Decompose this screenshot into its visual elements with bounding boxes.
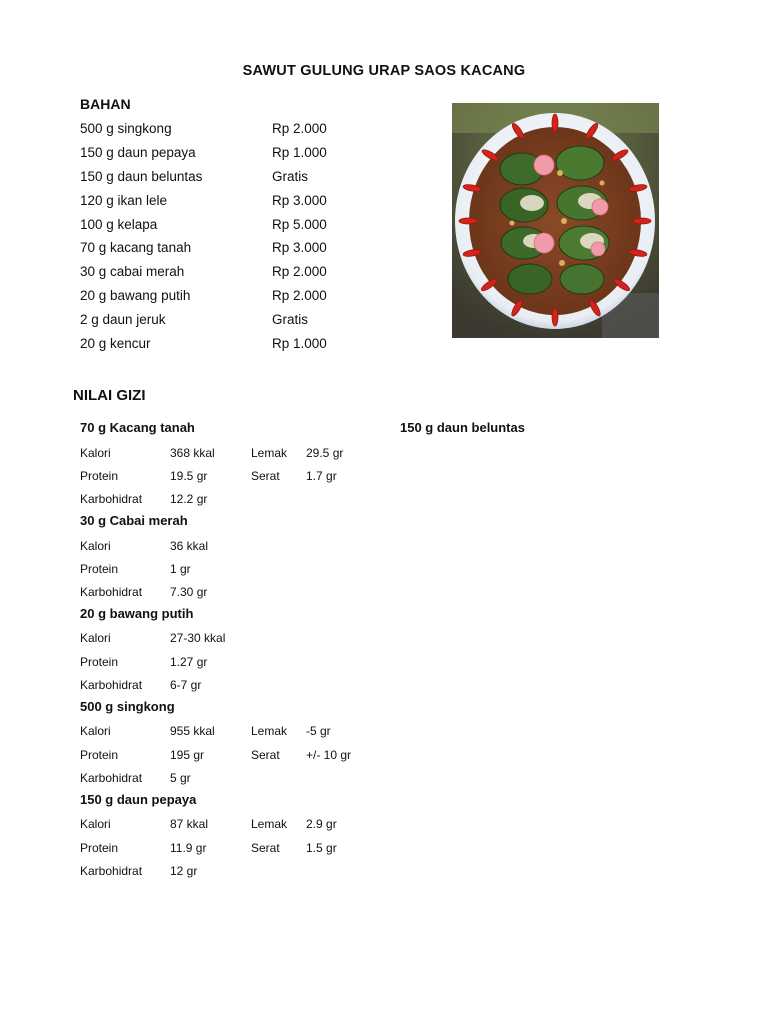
nutrient-value-2: -5 gr — [306, 724, 331, 739]
list-item — [80, 212, 410, 236]
ingredient-name: 20 g kencur — [80, 335, 151, 351]
nutrient-label: Kalori — [80, 817, 111, 832]
nutrition-row — [80, 488, 400, 511]
list-item — [80, 260, 410, 284]
list-item — [80, 165, 410, 189]
nutrition-row — [80, 580, 400, 603]
nutrient-label-2: Lemak — [251, 445, 288, 460]
ingredient-price: Rp 3.000 — [272, 192, 327, 208]
nutrient-label: Protein — [80, 840, 119, 855]
nutrition-row — [80, 673, 400, 696]
ingredient-name: 100 g kelapa — [80, 216, 158, 232]
ingredient-price: Rp 1.000 — [272, 145, 327, 161]
ingredient-price: Rp 2.000 — [272, 121, 327, 137]
ingredients-list — [80, 117, 410, 355]
nutrition-row — [80, 557, 400, 580]
ingredient-name: 150 g daun pepaya — [80, 145, 196, 161]
nutrition-group-title: 500 g singkong — [80, 698, 175, 714]
ingredient-name: 70 g kacang tanah — [80, 240, 192, 256]
nutrition-row — [80, 859, 400, 882]
ingredient-name: 120 g ikan lele — [80, 192, 168, 208]
ingredient-price: Gratis — [272, 311, 309, 327]
nutrient-value-2: 2.9 gr — [306, 817, 337, 832]
nutrient-label: Karbohidrat — [80, 770, 143, 785]
recipe-title: SAWUT GULUNG URAP SAOS KACANG — [242, 63, 526, 79]
nutrient-label: Karbohidrat — [80, 863, 143, 878]
list-item — [80, 117, 410, 141]
nutrient-value: 36 kkal — [170, 538, 209, 553]
nutrient-value-2: 1.7 gr — [306, 468, 337, 483]
nutrition-row — [80, 766, 400, 789]
nutrient-value-2: +/- 10 gr — [306, 747, 352, 762]
nutrition-row — [80, 534, 400, 557]
nutrition-row — [80, 813, 400, 836]
nutrient-value-2: 1.5 gr — [306, 840, 337, 855]
list-item — [80, 236, 410, 260]
nutrient-label: Karbohidrat — [80, 492, 143, 507]
nutrition-group-title: 150 g daun beluntas — [400, 420, 525, 435]
ingredient-price: Rp 2.000 — [272, 287, 327, 303]
nutrient-value-2: 29.5 gr — [306, 445, 344, 460]
nutrition-heading: NILAI GIZI — [73, 387, 146, 404]
nutrient-label: Protein — [80, 654, 119, 669]
nutrition-group-title: 70 g Kacang tanah — [80, 420, 195, 435]
nutrition-group-title: 20 g bawang putih — [80, 605, 194, 621]
nutrient-value: 87 kkal — [170, 817, 209, 832]
list-item — [80, 307, 410, 331]
dish-photo — [452, 103, 659, 338]
nutrient-value: 1 gr — [170, 561, 191, 576]
nutrient-value: 7.30 gr — [170, 585, 208, 600]
ingredient-name: 20 g bawang putih — [80, 287, 191, 303]
ingredient-name: 2 g daun jeruk — [80, 311, 166, 327]
nutrition-row — [80, 627, 400, 650]
nutrient-value: 12 gr — [170, 863, 198, 878]
list-item — [80, 331, 410, 355]
nutrition-row — [80, 836, 400, 859]
ingredient-price: Rp 3.000 — [272, 240, 327, 256]
nutrient-value: 27-30 kkal — [170, 631, 226, 646]
nutrition-group-title: 30 g Cabai merah — [80, 512, 188, 528]
ingredient-price: Gratis — [272, 168, 309, 184]
nutrition-group — [80, 418, 400, 511]
nutrient-label-2: Serat — [251, 468, 280, 483]
nutrient-label: Karbohidrat — [80, 585, 143, 600]
nutrition-row — [80, 743, 400, 766]
nutrition-row — [80, 441, 400, 464]
ingredient-name: 500 g singkong — [80, 121, 172, 137]
ingredients-heading: BAHAN — [80, 96, 131, 112]
nutrition-group — [80, 511, 400, 604]
nutrition-left-column — [80, 418, 400, 882]
nutrient-label-2: Serat — [251, 747, 280, 762]
nutrient-value: 955 kkal — [170, 724, 215, 739]
nutrition-group — [80, 697, 400, 790]
nutrient-value: 368 kkal — [170, 445, 215, 460]
nutrient-value: 195 gr — [170, 747, 205, 762]
nutrient-label: Protein — [80, 468, 119, 483]
list-item — [80, 188, 410, 212]
nutrition-group — [80, 604, 400, 697]
ingredient-price: Rp 5.000 — [272, 216, 327, 232]
nutrient-value: 5 gr — [170, 770, 191, 785]
nutrient-label: Kalori — [80, 724, 111, 739]
nutrition-group-title: 150 g daun pepaya — [80, 791, 197, 807]
nutrition-row — [80, 650, 400, 673]
ingredient-name: 150 g daun beluntas — [80, 168, 203, 184]
nutrient-label-2: Lemak — [251, 817, 288, 832]
nutrient-label-2: Serat — [251, 840, 280, 855]
nutrient-label: Karbohidrat — [80, 678, 143, 693]
nutrient-value: 19.5 gr — [170, 468, 208, 483]
nutrition-row — [80, 720, 400, 743]
nutrition-group — [80, 790, 400, 883]
nutrition-row — [80, 464, 400, 487]
nutrition-right-column — [400, 418, 700, 441]
nutrient-label-2: Lemak — [251, 724, 288, 739]
nutrient-label: Kalori — [80, 538, 111, 553]
dish-illustration — [452, 103, 659, 338]
nutrient-label: Protein — [80, 561, 119, 576]
nutrient-value: 12.2 gr — [170, 492, 208, 507]
nutrient-label: Kalori — [80, 445, 111, 460]
nutrient-value: 6-7 gr — [170, 678, 202, 693]
list-item — [80, 284, 410, 308]
ingredient-price: Rp 1.000 — [272, 335, 327, 351]
nutrient-label: Kalori — [80, 631, 111, 646]
list-item — [80, 141, 410, 165]
ingredient-price: Rp 2.000 — [272, 264, 327, 280]
nutrient-value: 11.9 gr — [170, 840, 207, 855]
nutrient-label: Protein — [80, 747, 119, 762]
ingredient-name: 30 g cabai merah — [80, 264, 185, 280]
nutrient-value: 1.27 gr — [170, 654, 208, 669]
